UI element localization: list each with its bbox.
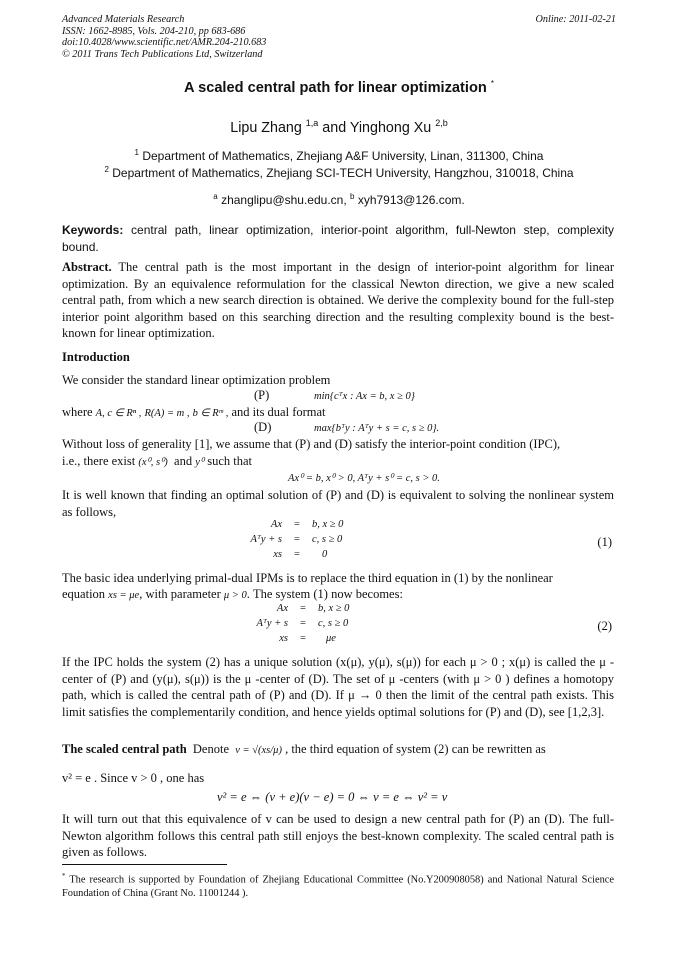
ipc-equation: Ax⁰ = b, x⁰ > 0, Aᵀy + s⁰ = c, s > 0. — [288, 473, 440, 484]
sys1-rhs: 0 — [322, 549, 328, 560]
footnote-text: The research is supported by Foundation of Zhejiang Educational Committee (No.Y200908058) and National Natural Science Foundation of China (Grant No. 11001244 ). — [62, 874, 614, 900]
author-2-affil: 2,b — [435, 118, 448, 128]
abstract-label: Abstract. — [62, 260, 112, 274]
affiliation-2-text: Department of Mathematics, Zhejiang SCI-TECH University, Hangzhou, 310018, China — [112, 166, 574, 180]
journal-name: Advanced Materials Research — [62, 14, 185, 25]
keywords — [62, 222, 614, 256]
abstract — [62, 259, 614, 342]
email-a: zhanglipu@shu.edu.cn, — [221, 193, 347, 207]
problem-P-equation: min{cᵀx : Ax = b, x ≥ 0} — [314, 391, 415, 402]
sys2-op: = — [300, 618, 306, 629]
p2b-suffix: such that — [207, 454, 253, 468]
intro-p2a: Without loss of generality [1], we assume that (P) and (D) satisfy the interior-point condition (IPC), — [62, 437, 561, 451]
affiliation-2-mark: 2 — [104, 165, 109, 174]
sys1-rhs: c, s ≥ 0 — [312, 534, 343, 545]
email-b-mark: b — [350, 192, 355, 201]
sys2-rhs: c, s ≥ 0 — [318, 618, 349, 629]
p2b-y0: y⁰ — [195, 457, 205, 468]
affiliation-1 — [0, 148, 678, 163]
scaled-p3: It will turn out that this equivalence of v can be used to design a new central path for (P) an (D). The full-Newton algorithm follows this central path still enjoys the best-known complexity. The scaled central path is given as follows. — [62, 812, 614, 860]
affiliation-2 — [0, 165, 678, 180]
affiliation-1-text: Department of Mathematics, Zhejiang A&F University, Linan, 311300, China — [142, 149, 544, 163]
where-b: b ∈ Rᵐ , — [192, 408, 229, 419]
p4b-mu: μ > 0 — [223, 590, 247, 601]
intro-p5: If the IPC holds the system (2) has a unique solution (x(μ), y(μ), s(μ)) for each μ > 0 ; x(μ) is called the μ -center of (P) and (y(μ), s(μ)) is the μ -center of (D). The set of μ -centers (with μ > 0 ) defines a homotopy path, which is called the central path of (P) and (D). If μ → 0 then the limit of the central path exists. This limit satisfies the complementarily condition, and hence yields optimal solutions for (P) and (D), see [1,2,3]. — [62, 655, 614, 719]
p2b-and: and — [174, 454, 193, 468]
sys1-lhs: xs — [273, 549, 282, 560]
system-2-row — [244, 603, 349, 618]
sys2-rhs: b, x ≥ 0 — [318, 603, 350, 614]
sys2-op: = — [300, 633, 306, 644]
author-1-affil: 1,a — [305, 118, 319, 128]
email-b: xyh7913@126.com. — [357, 193, 465, 207]
p4b-mid: , with parameter — [139, 587, 221, 601]
author-2: Yinghong Xu — [349, 119, 432, 136]
where-rank: R(A) = m , — [144, 408, 190, 419]
sys2-lhs: xs — [279, 633, 288, 644]
sys1-op: = — [294, 519, 300, 530]
system-2-row — [244, 618, 349, 633]
v-definition: v = √(xs/μ) — [235, 745, 282, 756]
intro-p4b — [62, 587, 403, 602]
online-date: Online: 2011-02-21 — [535, 14, 616, 25]
sys1-lhs: Ax — [270, 519, 282, 530]
problem-P-label: (P) — [254, 388, 270, 402]
sys1-op: = — [294, 549, 300, 560]
author-1: Lipu Zhang — [230, 119, 302, 136]
system-1 — [238, 519, 343, 564]
abstract-text: The central path is the most important in the design of interior-point algorithm for linear optimization. By an equivalence reformulation for the classical Newton direction, we give a new scaled central path, from which a new search direction is obtained. We derive the complexity bound for the full-step interior point algorithm based on this searching direction and the resulting complexity bound is the best-known for linear optimization. — [62, 260, 614, 341]
p2b-prefix: i.e., there exist — [62, 454, 136, 468]
system-2 — [244, 603, 349, 648]
system-1-row — [238, 549, 343, 564]
sys2-lhs: Ax — [276, 603, 288, 614]
issn-line: ISSN: 1662-8985, Vols. 204-210, pp 683-686 — [62, 25, 246, 37]
keywords-label: Keywords: — [62, 223, 124, 237]
p4b-equation: xs = μe — [108, 590, 140, 601]
doi-line: doi:10.4028/www.scientific.net/AMR.204-210.683 — [62, 37, 267, 49]
scaled-p1-prefix: Denote — [192, 742, 230, 756]
title-text: A scaled central path for linear optimization — [184, 79, 487, 96]
keywords-text: central path, linear optimization, interior-point algorithm, full-Newton step, complexity bound. — [62, 223, 614, 254]
intro-p2b — [62, 454, 252, 469]
email-a-mark: a — [213, 192, 218, 201]
section-heading-introduction: Introduction — [62, 350, 130, 364]
footnote — [62, 870, 614, 901]
section-heading-scaled: The scaled central path — [62, 742, 187, 756]
sys1-rhs: b, x ≥ 0 — [312, 519, 344, 530]
scaled-p1-suffix: , the third equation of system (2) can be rewritten as — [285, 742, 546, 756]
title-footnote-mark: * — [490, 79, 494, 88]
system-1-row — [238, 519, 343, 534]
where-line — [62, 405, 326, 420]
system-2-row — [244, 633, 349, 648]
equivalence-equation: v² = e ⇔ (v + e)(v − e) = 0 ⇔ v = e ⇔ v² = v — [217, 790, 448, 804]
intro-p1: We consider the standard linear optimization problem — [62, 373, 331, 387]
email-line — [0, 192, 678, 207]
equation-number-1: (1) — [597, 535, 612, 549]
where-prefix: where — [62, 405, 93, 419]
problem-D-label: (D) — [254, 420, 272, 434]
system-1-row — [238, 534, 343, 549]
sys2-rhs: μe — [326, 633, 336, 644]
sys1-lhs: Aᵀy + s — [250, 534, 282, 545]
where-A: A, c ∈ Rⁿ , — [95, 408, 142, 419]
sys1-op: = — [294, 534, 300, 545]
journal-header — [62, 14, 266, 60]
scaled-p2: v² = e . Since v > 0 , one has — [62, 771, 205, 785]
intro-p4a: The basic idea underlying primal-dual IPMs is to replace the third equation in (1) by the nonlinear — [62, 571, 553, 585]
footnote-mark: * — [62, 872, 66, 880]
scaled-p1 — [62, 742, 614, 757]
p4b-suffix: . The system (1) now becomes: — [246, 587, 403, 601]
copyright-line: © 2011 Trans Tech Publications Ltd, Switzerland — [62, 48, 263, 60]
where-suffix: and its dual format — [231, 405, 326, 419]
problem-D-equation: max{bᵀy : Aᵀy + s = c, s ≥ 0}. — [314, 423, 440, 434]
affiliation-1-mark: 1 — [134, 148, 139, 157]
author-line — [0, 118, 678, 136]
author-conjunction: and — [322, 119, 347, 136]
p4b-prefix: equation — [62, 587, 106, 601]
sys2-op: = — [300, 603, 306, 614]
p2b-x0s0: (x⁰, s⁰) — [138, 457, 168, 468]
intro-p3: It is well known that finding an optimal solution of (P) and (D) is equivalent to solving the nonlinear system as follows, — [62, 488, 614, 519]
sys2-lhs: Aᵀy + s — [256, 618, 288, 629]
footnote-rule — [62, 864, 227, 865]
paper-title — [0, 79, 678, 96]
equation-number-2: (2) — [597, 619, 612, 633]
